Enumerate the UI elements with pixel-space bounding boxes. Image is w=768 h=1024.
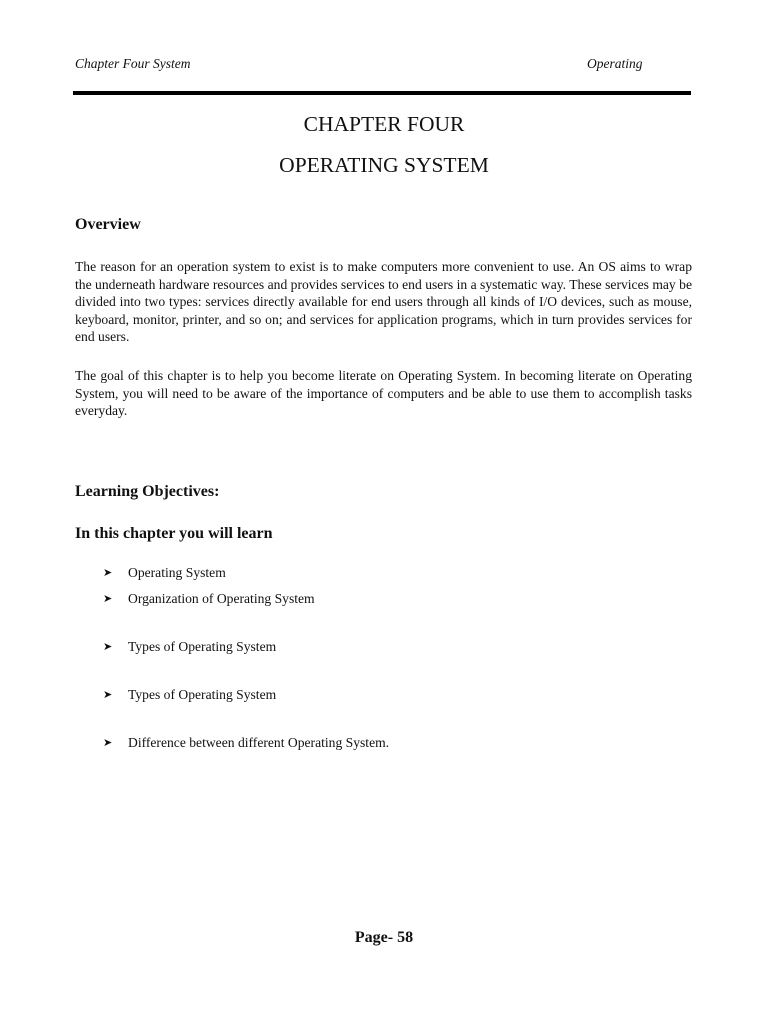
overview-paragraph-1: The reason for an operation system to exist is to make computers more convenient to use. An OS aims to wrap the underneath hardware resources and provides services to end users in a systematic way. These services may be divided into two types: services directly available for end users through all kinds of I/O devices, such as mouse, keyboard, monitor, printer, and so on; and services for application programs, which in turn provides services for end users. [75, 259, 692, 345]
arrowhead-bullet-icon: ➤ [103, 736, 113, 749]
arrowhead-bullet-icon: ➤ [103, 592, 113, 605]
list-item-label: Types of Operating System [128, 639, 277, 654]
chapter-title: CHAPTER FOUR [303, 112, 465, 136]
list-item [103, 590, 315, 608]
list-item-label: Operating System [128, 565, 226, 580]
list-item-label: Types of Operating System [128, 687, 277, 702]
list-item-label: Organization of Operating System [128, 591, 315, 606]
list-item [103, 734, 389, 752]
arrowhead-bullet-icon: ➤ [103, 640, 113, 653]
overview-heading: Overview [75, 216, 141, 233]
list-item [103, 638, 276, 656]
arrowhead-bullet-icon: ➤ [103, 566, 113, 579]
arrowhead-bullet-icon: ➤ [103, 688, 113, 701]
chapter-subtitle: OPERATING SYSTEM [279, 153, 489, 177]
header-divider [73, 91, 691, 95]
list-item-label: Difference between different Operating System. [128, 735, 390, 750]
list-item [103, 564, 226, 582]
learning-objectives-heading: Learning Objectives: [75, 483, 220, 500]
running-header-right: Operating [587, 56, 643, 71]
page-number: Page- 58 [354, 929, 414, 946]
overview-paragraph-2: The goal of this chapter is to help you become literate on Operating System. In becoming literate on Operating System, you will need to be aware of the importance of computers and be able to use them to accomplish tasks everyday. [75, 368, 692, 419]
running-header-left: Chapter Four System [75, 56, 191, 71]
list-item [103, 686, 276, 704]
learning-objectives-subheading: In this chapter you will learn [75, 525, 273, 542]
